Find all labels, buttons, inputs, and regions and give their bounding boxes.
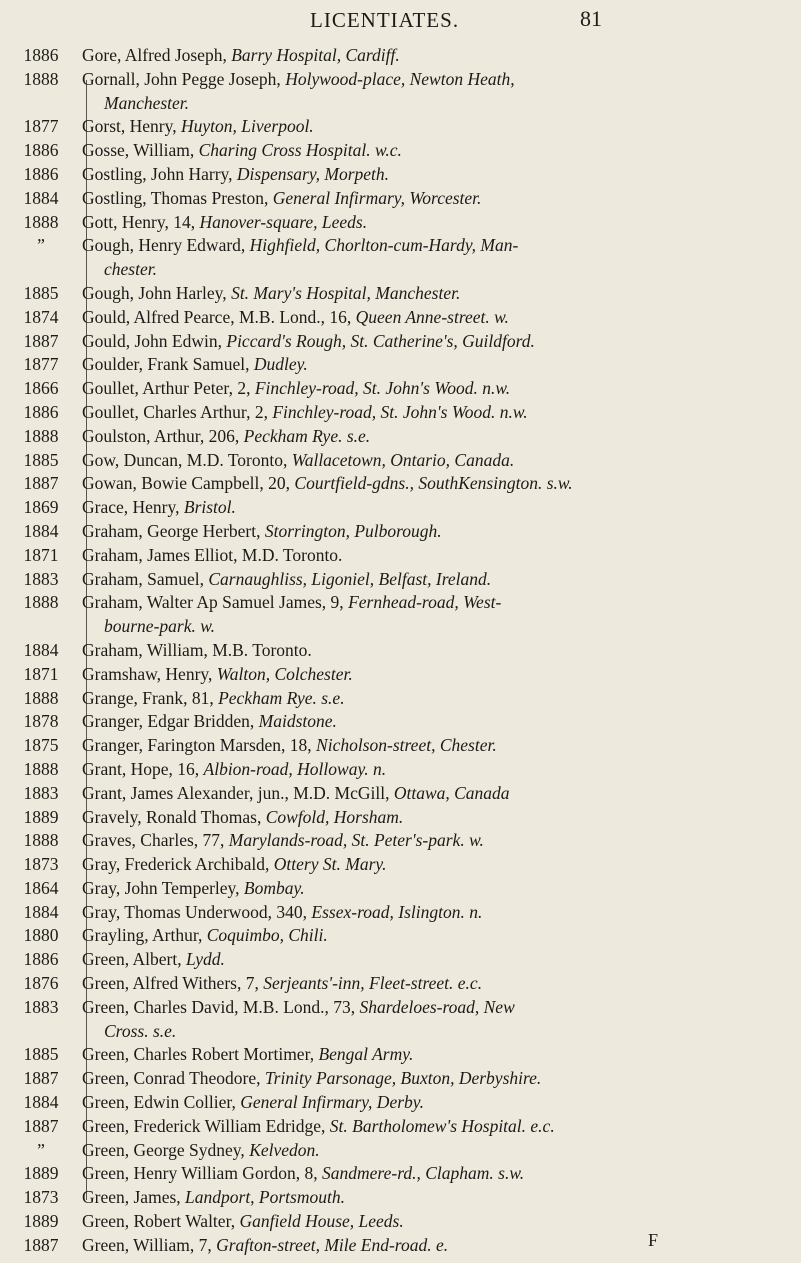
entry-address: Trinity Parsonage, Buxton, Derbyshire.	[264, 1068, 542, 1089]
entry-address: General Infirmary, Derby.	[240, 1092, 424, 1113]
list-entry	[0, 1115, 801, 1139]
list-entry	[0, 353, 801, 377]
entry-address: Courtfield-gdns., SouthKensington. s.w.	[294, 473, 573, 494]
list-entry	[0, 663, 801, 687]
list-entry	[0, 948, 801, 972]
entry-year: 1883	[23, 568, 59, 589]
entry-year: 1889	[23, 806, 59, 827]
entry-name: Green, Frederick William Edridge,	[82, 1115, 330, 1136]
entry-year: 1887	[23, 330, 59, 351]
entry-name: Green, Conrad Theodore,	[82, 1068, 265, 1089]
entry-text	[82, 1139, 787, 1163]
entry-text	[82, 901, 787, 925]
entry-name: Graham, Walter Ap Samuel James, 9,	[82, 592, 349, 613]
entry-name: Grace, Henry,	[82, 497, 184, 518]
entry-year: ”	[37, 1139, 45, 1160]
entry-address: Coquimbo, Chili.	[206, 925, 328, 946]
entry-name: Green, James,	[82, 1187, 186, 1208]
list-entry	[0, 591, 801, 639]
entry-year: 1887	[23, 1068, 59, 1089]
entry-name: Granger, Edgar Bridden,	[82, 711, 259, 732]
entry-text	[82, 877, 787, 901]
entry-text	[82, 306, 787, 330]
entry-text	[82, 1162, 787, 1186]
entry-address: Lydd.	[186, 949, 225, 970]
entry-address: Carnaughliss, Ligoniel, Belfast, Ireland.	[208, 568, 492, 589]
entry-year: 1875	[23, 735, 59, 756]
entry-text	[82, 353, 787, 377]
entry-year: 1887	[23, 1115, 59, 1136]
entry-year: 1887	[23, 473, 59, 494]
entry-name: Gough, Henry Edward,	[82, 235, 250, 256]
entry-text	[82, 782, 787, 806]
page-header	[0, 6, 801, 36]
entry-text	[82, 234, 787, 282]
entry-address: Bombay.	[243, 877, 305, 898]
list-entry	[0, 1186, 801, 1210]
signature-mark: F	[648, 1230, 659, 1250]
list-entry	[0, 68, 801, 116]
entry-text	[82, 282, 787, 306]
entry-address-continued: Cross. s.e.	[104, 1020, 177, 1041]
entry-address-continued: Manchester.	[104, 92, 190, 113]
entry-year: 1888	[23, 687, 59, 708]
entry-name: Green, Edwin Collier,	[82, 1092, 241, 1113]
entry-year: 1884	[23, 639, 59, 660]
entry-year: 1877	[23, 354, 59, 375]
list-entry	[0, 1091, 801, 1115]
entry-name: Graham, James Elliot, M.D. Toronto.	[82, 544, 343, 565]
entry-year: 1884	[23, 187, 59, 208]
entry-text	[82, 449, 787, 473]
entry-address: Peckham Rye. s.e.	[218, 687, 345, 708]
entry-text	[82, 758, 787, 782]
list-entry	[0, 1162, 801, 1186]
list-entry	[0, 924, 801, 948]
list-entry	[0, 1067, 801, 1091]
entry-address: Nicholson-street, Chester.	[316, 735, 497, 756]
list-entry	[0, 853, 801, 877]
entry-year: 1873	[23, 854, 59, 875]
entry-address: Ottery St. Mary.	[273, 854, 387, 875]
entry-address-continued: bourne-park. w.	[104, 616, 215, 637]
entry-text	[82, 401, 787, 425]
list-entry	[0, 472, 801, 496]
list-entry	[0, 639, 801, 663]
entry-address: Ottawa, Canada	[393, 782, 510, 803]
entry-address: Kelvedon.	[249, 1139, 320, 1160]
entry-address: Ganfield House, Leeds.	[239, 1211, 404, 1232]
entry-name: Goulder, Frank Samuel,	[82, 354, 254, 375]
entry-name: Grant, James Alexander, jun., M.D. McGill,	[82, 782, 394, 803]
list-entry	[0, 449, 801, 473]
entry-year: 1866	[23, 378, 59, 399]
entry-name: Grant, Hope, 16,	[82, 758, 204, 779]
list-entry	[0, 782, 801, 806]
list-entry	[0, 282, 801, 306]
entry-text	[82, 710, 787, 734]
list-entry	[0, 806, 801, 830]
list-entry	[0, 401, 801, 425]
entry-year: 1888	[23, 758, 59, 779]
entry-name: Graham, William, M.B. Toronto.	[82, 639, 312, 660]
entry-year: 1883	[23, 782, 59, 803]
entry-text	[82, 1234, 787, 1258]
entry-name: Goullet, Arthur Peter, 2,	[82, 378, 255, 399]
entry-year: 1888	[23, 592, 59, 613]
entry-name: Gray, Thomas Underwood, 340,	[82, 901, 312, 922]
entry-name: Goullet, Charles Arthur, 2,	[82, 401, 273, 422]
entry-year: 1871	[23, 544, 59, 565]
entry-text	[82, 853, 787, 877]
page-number: 81	[580, 6, 602, 31]
entry-year: 1888	[23, 830, 59, 851]
entry-address: Charing Cross Hospital. w.c.	[198, 140, 402, 161]
list-entry	[0, 44, 801, 68]
entry-text	[82, 1115, 787, 1139]
entry-name: Green, Alfred Withers, 7,	[82, 973, 264, 994]
entry-text	[82, 68, 787, 116]
entry-address: St. Bartholomew's Hospital. e.c.	[329, 1115, 555, 1136]
entry-name: Gosse, William,	[82, 140, 199, 161]
list-entry	[0, 758, 801, 782]
entry-year: 1876	[23, 973, 59, 994]
entry-text	[82, 139, 787, 163]
entry-address: Essex-road, Islington. n.	[311, 901, 483, 922]
entry-address-continued: chester.	[104, 259, 157, 280]
entry-name: Graham, Samuel,	[82, 568, 209, 589]
entry-text	[82, 1067, 787, 1091]
entry-name: Graham, George Herbert,	[82, 520, 265, 541]
list-entry	[0, 544, 801, 568]
entry-name: Gorst, Henry,	[82, 116, 181, 137]
list-entry	[0, 901, 801, 925]
entry-year: 1889	[23, 1163, 59, 1184]
entry-year: 1884	[23, 520, 59, 541]
entry-address: Walton, Colchester.	[216, 663, 353, 684]
entry-name: Green, William, 7,	[82, 1234, 217, 1255]
list-entry	[0, 568, 801, 592]
entry-year: 1885	[23, 1044, 59, 1065]
entry-year: 1888	[23, 425, 59, 446]
entry-text	[82, 948, 787, 972]
entry-name: Gostling, John Harry,	[82, 163, 237, 184]
list-entry	[0, 710, 801, 734]
entry-address: Serjeants'-inn, Fleet-street. e.c.	[263, 973, 483, 994]
entry-year: 1886	[23, 163, 59, 184]
entry-name: Gould, John Edwin,	[82, 330, 227, 351]
entry-text	[82, 1186, 787, 1210]
list-entry	[0, 877, 801, 901]
entry-name: Green, Robert Walter,	[82, 1211, 240, 1232]
entry-name: Green, Albert,	[82, 949, 186, 970]
entry-name: Gott, Henry, 14,	[82, 211, 200, 232]
entry-name: Gramshaw, Henry,	[82, 663, 217, 684]
entry-address: Maidstone.	[258, 711, 337, 732]
list-entry	[0, 330, 801, 354]
entry-name: Grayling, Arthur,	[82, 925, 207, 946]
entry-text	[82, 663, 787, 687]
entry-text	[82, 1210, 787, 1234]
entry-year: 1884	[23, 901, 59, 922]
entry-year: 1887	[23, 1234, 59, 1255]
entry-year: 1884	[23, 1092, 59, 1113]
entry-name: Gough, John Harley,	[82, 282, 232, 303]
entry-text	[82, 472, 787, 496]
list-entry	[0, 972, 801, 996]
entry-text	[82, 1091, 787, 1115]
entry-name: Gould, Alfred Pearce, M.B. Lond., 16,	[82, 306, 356, 327]
entry-text	[82, 972, 787, 996]
entry-text	[82, 829, 787, 853]
entry-address: Wallacetown, Ontario, Canada.	[291, 449, 515, 470]
list-entry	[0, 425, 801, 449]
list-entry	[0, 1043, 801, 1067]
entry-year: 1873	[23, 1187, 59, 1208]
entry-address: Fernhead-road, West-	[348, 592, 502, 613]
entry-address: Dudley.	[253, 354, 308, 375]
entry-name: Gore, Alfred Joseph,	[82, 45, 232, 65]
entry-address: Sandmere-rd., Clapham. s.w.	[322, 1163, 525, 1184]
entry-name: Green, Charles David, M.B. Lond., 73,	[82, 996, 360, 1017]
entry-address: Piccard's Rough, St. Catherine's, Guildford.	[226, 330, 535, 351]
entry-year: 1886	[23, 401, 59, 422]
entry-year: 1889	[23, 1211, 59, 1232]
entry-address: Holywood-place, Newton Heath,	[285, 68, 515, 89]
entry-address: Dispensary, Morpeth.	[236, 163, 390, 184]
entry-text	[82, 330, 787, 354]
entry-text	[82, 924, 787, 948]
entry-year: 1888	[23, 211, 59, 232]
entry-name: Gray, Frederick Archibald,	[82, 854, 274, 875]
entry-name: Grange, Frank, 81,	[82, 687, 219, 708]
list-entry	[0, 115, 801, 139]
entry-address: Huyton, Liverpool.	[180, 116, 314, 137]
entry-name: Green, George Sydney,	[82, 1139, 250, 1160]
entry-year: 1869	[23, 497, 59, 518]
entry-year: 1878	[23, 711, 59, 732]
entry-address: General Infirmary, Worcester.	[272, 187, 482, 208]
entry-text	[82, 687, 787, 711]
list-entry	[0, 139, 801, 163]
entry-address: Marylands-road, St. Peter's-park. w.	[228, 830, 484, 851]
list-entry	[0, 377, 801, 401]
entry-text	[82, 44, 787, 68]
entry-address: Finchley-road, St. John's Wood. n.w.	[254, 378, 511, 399]
entry-name: Green, Henry William Gordon, 8,	[82, 1163, 323, 1184]
entry-name: Gostling, Thomas Preston,	[82, 187, 273, 208]
entry-address: Peckham Rye. s.e.	[243, 425, 371, 446]
entry-address: Queen Anne-street. w.	[355, 306, 509, 327]
entry-text	[82, 496, 787, 520]
entry-address: Landport, Portsmouth.	[185, 1187, 345, 1208]
list-entry	[0, 234, 801, 282]
entry-text	[82, 544, 787, 568]
entry-text	[82, 187, 787, 211]
list-entry	[0, 187, 801, 211]
running-title: LICENTIATES.	[310, 8, 460, 32]
entry-year: 1874	[23, 306, 59, 327]
entry-year: ”	[37, 235, 45, 256]
entry-address: Finchley-road, St. John's Wood. n.w.	[272, 401, 528, 422]
entry-address: Cowfold, Horsham.	[265, 806, 404, 827]
entry-year: 1885	[23, 282, 59, 303]
entry-address: Barry Hospital, Cardiff.	[231, 45, 400, 65]
entry-text	[82, 996, 787, 1044]
list-entry	[0, 306, 801, 330]
entry-address: St. Mary's Hospital, Manchester.	[231, 282, 461, 303]
list-entry	[0, 520, 801, 544]
licentiate-list	[0, 44, 801, 1258]
entry-address: Bristol.	[183, 497, 236, 518]
entry-text	[82, 211, 787, 235]
entry-address: Grafton-street, Mile End-road. e.	[216, 1234, 449, 1255]
entry-name: Gow, Duncan, M.D. Toronto,	[82, 449, 292, 470]
entry-text	[82, 806, 787, 830]
entry-address: Hanover-square, Leeds.	[199, 211, 368, 232]
entry-year: 1877	[23, 116, 59, 137]
entry-text	[82, 1043, 787, 1067]
entry-address: Shardeloes-road, New	[359, 996, 515, 1017]
entry-text	[82, 163, 787, 187]
list-entry	[0, 734, 801, 758]
entry-year: 1864	[23, 877, 59, 898]
entry-text	[82, 520, 787, 544]
entry-year: 1871	[23, 663, 59, 684]
entry-year: 1886	[23, 949, 59, 970]
list-entry	[0, 687, 801, 711]
entry-year: 1886	[23, 45, 59, 65]
entry-year: 1880	[23, 925, 59, 946]
list-entry	[0, 496, 801, 520]
list-entry	[0, 1139, 801, 1163]
entry-year: 1883	[23, 996, 59, 1017]
entry-text	[82, 377, 787, 401]
entry-text	[82, 591, 787, 639]
entry-address: Highfield, Chorlton-cum-Hardy, Man-	[249, 235, 519, 256]
entry-text	[82, 734, 787, 758]
entry-year: 1885	[23, 449, 59, 470]
entry-year: 1888	[23, 68, 59, 89]
entry-address: Bengal Army.	[318, 1044, 414, 1065]
list-entry	[0, 829, 801, 853]
list-entry	[0, 211, 801, 235]
entry-name: Graves, Charles, 77,	[82, 830, 229, 851]
entry-text	[82, 639, 787, 663]
entry-address: Storrington, Pulborough.	[264, 520, 442, 541]
list-entry	[0, 1234, 801, 1258]
entry-name: Granger, Farington Marsden, 18,	[82, 735, 317, 756]
entry-text	[82, 568, 787, 592]
entry-name: Gornall, John Pegge Joseph,	[82, 68, 286, 89]
entry-name: Gravely, Ronald Thomas,	[82, 806, 266, 827]
entry-text	[82, 425, 787, 449]
entry-name: Green, Charles Robert Mortimer,	[82, 1044, 319, 1065]
entry-year: 1886	[23, 140, 59, 161]
entry-text	[82, 115, 787, 139]
entry-address: Albion-road, Holloway. n.	[203, 758, 387, 779]
list-entry	[0, 163, 801, 187]
list-entry	[0, 996, 801, 1044]
entry-name: Gray, John Temperley,	[82, 877, 244, 898]
entry-name: Gowan, Bowie Campbell, 20,	[82, 473, 295, 494]
list-entry	[0, 1210, 801, 1234]
entry-name: Goulston, Arthur, 206,	[82, 425, 244, 446]
